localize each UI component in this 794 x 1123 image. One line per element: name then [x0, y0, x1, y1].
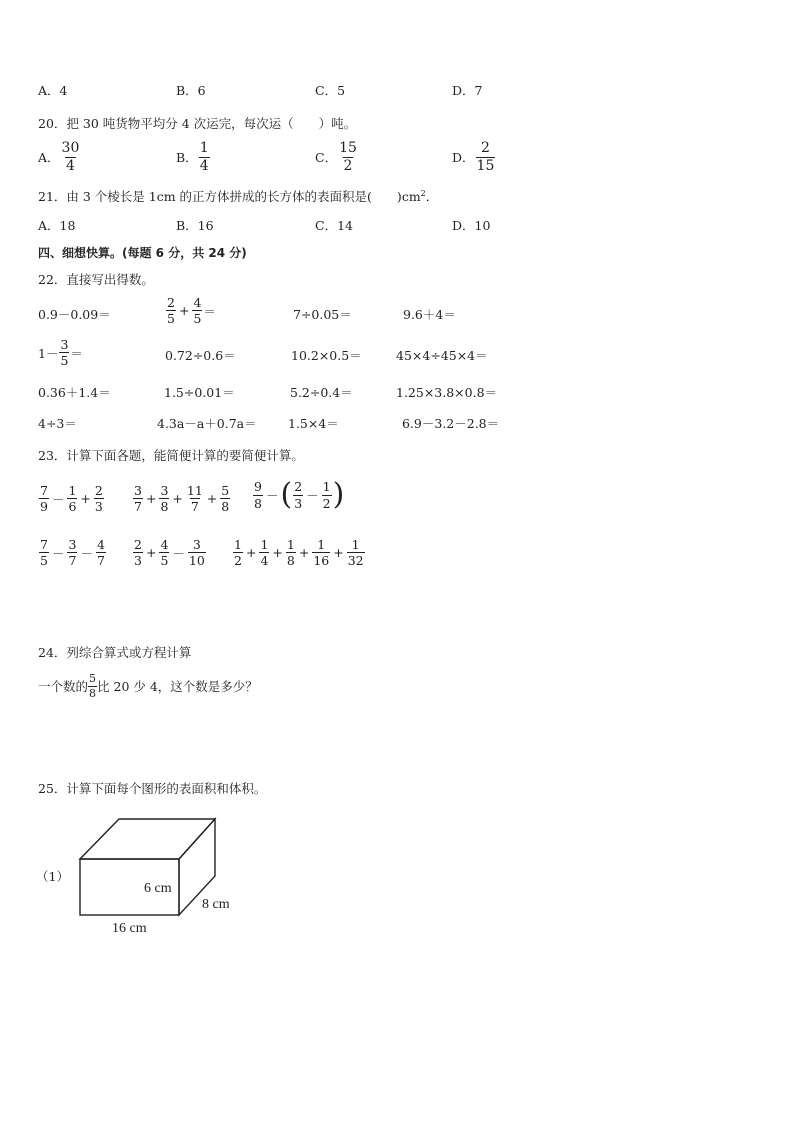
- fraction: $\frac{3}{7}$: [68, 537, 77, 569]
- q22-r2-a: 1－ $\frac{3}{5}$ ＝: [38, 337, 83, 369]
- height-label: 6 cm: [144, 881, 172, 896]
- right-paren: ): [332, 477, 345, 512]
- q22-r2-c: 10.2×0.5＝: [291, 348, 362, 363]
- fraction: $\frac{1}{2}$: [234, 537, 242, 569]
- operator: +: [333, 545, 344, 561]
- operator: －: [51, 545, 65, 561]
- fraction: $\frac{9}{8}$: [254, 479, 262, 511]
- left-paren: (: [280, 477, 293, 512]
- fraction: $\frac{2}{3}$: [134, 537, 142, 569]
- operator: +: [172, 491, 183, 507]
- q22-r1-d: 9.6＋4＝: [403, 307, 456, 322]
- q20-option-b: [176, 141, 211, 173]
- q19-option-b: B．6: [176, 83, 206, 98]
- q21-option-a: A．18: [38, 218, 76, 233]
- fraction: $\frac{3}{7}$: [134, 483, 142, 515]
- fraction: $\frac{30}{4}$: [61, 140, 80, 174]
- option-letter: B．: [176, 150, 198, 166]
- fraction: $\frac{5}{8}$: [89, 672, 97, 700]
- length-label: 16 cm: [112, 921, 147, 936]
- operator: －: [80, 545, 93, 561]
- q19-option-d: D．7: [452, 83, 483, 98]
- q22-r4-b: 4.3a－a＋0.7a＝: [157, 416, 257, 431]
- operator: +: [298, 545, 310, 561]
- section-heading: 四、细想快算。(每题 6 分，共 24 分): [38, 246, 247, 260]
- fraction: $\frac{1}{32}$: [347, 537, 364, 569]
- q22-r2-d: 45×4÷45×4＝: [396, 348, 488, 363]
- q23-expr-1: [38, 484, 105, 513]
- q22-r1-a: 0.9－0.09＝: [38, 307, 111, 322]
- q20-option-d: [452, 141, 496, 173]
- q22-r4-d: 6.9－3.2－2.8＝: [402, 416, 500, 431]
- paren-content: [292, 480, 332, 509]
- q23-expr-2: [132, 484, 231, 513]
- fraction: $\frac{3}{8}$: [160, 483, 169, 515]
- fraction: $\frac{1}{6}$: [68, 483, 77, 515]
- operator: +: [206, 491, 218, 507]
- q21-stem: 21．由 3 个棱长是 1cm 的正方体拼成的长方体的表面积是( )$cm^2$．: [38, 189, 439, 205]
- operator: －: [172, 545, 185, 561]
- figure-label: （1）: [36, 869, 69, 884]
- fraction: $\frac{3}{5}$: [60, 337, 69, 369]
- fraction: $\frac{11}{7}$: [186, 483, 203, 515]
- operator: －: [306, 488, 319, 503]
- q23-expr-3: $\frac{9}{8}$ － ( $\frac{2}{3}$ － $\frac{1}{2}$ ): [254, 477, 345, 512]
- fraction: $\frac{1}{4}$: [260, 537, 269, 569]
- q19-option-c: C．5: [315, 83, 346, 98]
- fraction: $\frac{2}{3}$: [294, 479, 303, 511]
- fraction: $\frac{4}{5}$: [193, 295, 202, 327]
- fraction: $\frac{15}{2}$: [339, 140, 357, 174]
- fraction: $\frac{5}{8}$: [221, 483, 230, 515]
- q22-r4-a: 4÷3＝: [38, 416, 77, 431]
- q23-expr-5: [132, 538, 207, 567]
- fraction: $\frac{1}{16}$: [313, 537, 330, 569]
- q22-r2-b: 0.72÷0.6＝: [165, 348, 236, 363]
- operator: －: [51, 491, 65, 507]
- fraction: $\frac{1}{8}$: [286, 537, 295, 569]
- fraction: $\frac{7}{5}$: [40, 537, 48, 569]
- fraction: $\frac{2}{5}$: [167, 295, 175, 327]
- q22-r1-b: $\frac{2}{5}$ + $\frac{4}{5}$ ＝: [167, 295, 216, 327]
- fraction: $\frac{4}{5}$: [160, 537, 169, 569]
- q22-r1-c: 7÷0.05＝: [293, 307, 352, 322]
- fraction: $\frac{2}{3}$: [94, 483, 103, 515]
- operator: +: [145, 491, 157, 507]
- option-letter: D．: [452, 150, 475, 166]
- q20-option-a: [38, 141, 81, 173]
- q20-option-c: [315, 141, 359, 173]
- option-letter: A．: [38, 150, 60, 166]
- q19-option-a: A．4: [38, 83, 68, 98]
- fraction: $\frac{3}{10}$: [188, 537, 205, 569]
- q24-stem: 24．列综合算式或方程计算: [38, 645, 192, 660]
- q22-r3-d: 1.25×3.8×0.8＝: [396, 385, 498, 400]
- q22-r3-c: 5.2÷0.4＝: [290, 385, 353, 400]
- q22-stem: 22．直接写出得数。: [38, 272, 154, 287]
- operator: +: [80, 491, 91, 507]
- q23-expr-6: [232, 538, 366, 567]
- q22-r3-a: 0.36＋1.4＝: [38, 385, 111, 400]
- option-letter: C．: [315, 150, 338, 166]
- q22-r3-b: 1.5÷0.01＝: [164, 385, 235, 400]
- operator: +: [245, 545, 257, 561]
- q21-option-c: C．14: [315, 218, 353, 233]
- q23-stem: 23．计算下面各题，能简便计算的要简便计算。: [38, 448, 304, 463]
- q21-option-d: D．10: [452, 218, 491, 233]
- fraction: $\frac{2}{15}$: [476, 140, 495, 174]
- fraction: $\frac{1}{2}$: [322, 479, 331, 511]
- q21-option-b: B．16: [176, 218, 214, 233]
- fraction: $\frac{4}{7}$: [96, 537, 105, 569]
- cuboid-figure: [76, 815, 256, 940]
- q22-r4-c: 1.5×4＝: [288, 416, 339, 431]
- depth-label: 8 cm: [202, 897, 230, 912]
- operator: +: [145, 545, 157, 561]
- q24-problem: 一个数的 $\frac{5}{8}$ 比 20 少 4，这个数是多少？: [38, 672, 258, 700]
- q20-stem: 20．把 30 吨货物平均分 4 次运完，每次运（ ）吨。: [38, 116, 357, 131]
- q23-expr-4: [38, 538, 107, 567]
- fraction: $\frac{7}{9}$: [40, 483, 48, 515]
- fraction: $\frac{1}{4}$: [199, 140, 209, 174]
- operator: +: [272, 545, 283, 561]
- cuboid-top-face: [80, 819, 215, 859]
- q25-stem: 25．计算下面每个图形的表面积和体积。: [38, 781, 267, 796]
